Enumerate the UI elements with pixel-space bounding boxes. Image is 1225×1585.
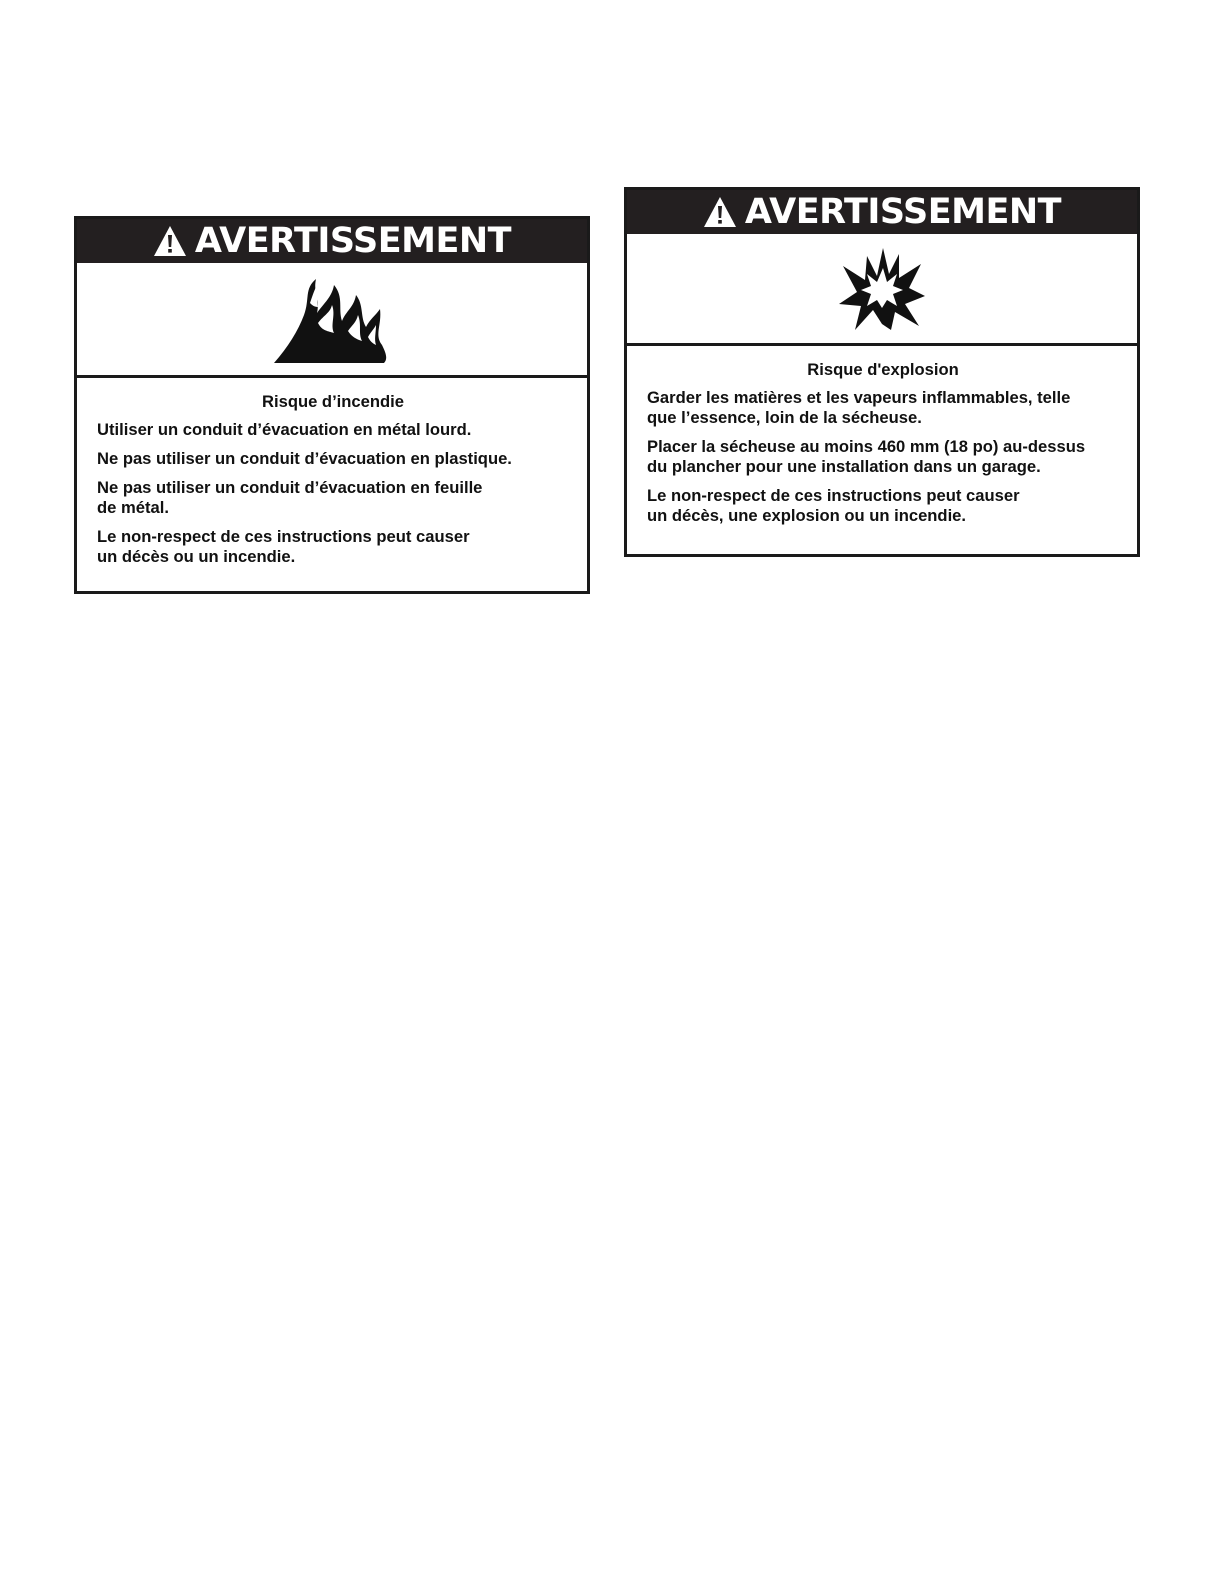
text-line: Ne pas utiliser un conduit d’évacuation en feuille	[97, 478, 483, 497]
explosion-icon	[837, 246, 927, 332]
instruction-paragraph	[647, 437, 1119, 477]
instruction-paragraph	[97, 478, 569, 518]
risk-title: Risque d’incendie	[262, 392, 404, 411]
fire-warning-box	[74, 216, 590, 594]
text-line: que l’essence, loin de la sécheuse.	[647, 408, 922, 427]
consequence-paragraph	[647, 486, 1119, 526]
instruction-paragraph	[97, 420, 569, 440]
text-line: Garder les matières et les vapeurs inflammables, telle	[647, 388, 1071, 407]
instruction-paragraph	[97, 449, 569, 469]
warning-text	[627, 346, 1137, 526]
text-line: Placer la sécheuse au moins 460 mm (18 po) au-dessus	[647, 437, 1086, 456]
warning-header	[77, 219, 587, 263]
warning-header-text: AVERTISSEMENT	[194, 221, 512, 261]
text-line: Le non-respect de ces instructions peut causer	[647, 486, 1020, 505]
text-line: de métal.	[97, 498, 169, 517]
instruction-paragraph	[647, 388, 1119, 428]
warning-header-text: AVERTISSEMENT	[744, 192, 1062, 232]
alert-triangle-icon	[153, 225, 187, 257]
consequence-paragraph	[97, 527, 569, 567]
text-line: Ne pas utiliser un conduit d’évacuation en plastique.	[97, 449, 512, 468]
alert-triangle-icon	[703, 196, 737, 228]
symbol-area	[77, 263, 587, 378]
fire-icon	[272, 273, 392, 365]
text-line: Utiliser un conduit d’évacuation en métal lourd.	[97, 420, 472, 439]
text-line: un décès ou un incendie.	[97, 547, 296, 566]
warning-text	[77, 378, 587, 567]
text-line: du plancher pour une installation dans un garage.	[647, 457, 1041, 476]
text-line: un décès, une explosion ou un incendie.	[647, 506, 967, 525]
explosion-warning-box	[624, 187, 1140, 557]
warning-header	[627, 190, 1137, 234]
symbol-area	[627, 234, 1137, 346]
text-line: Le non-respect de ces instructions peut causer	[97, 527, 470, 546]
risk-title: Risque d'explosion	[807, 360, 959, 379]
